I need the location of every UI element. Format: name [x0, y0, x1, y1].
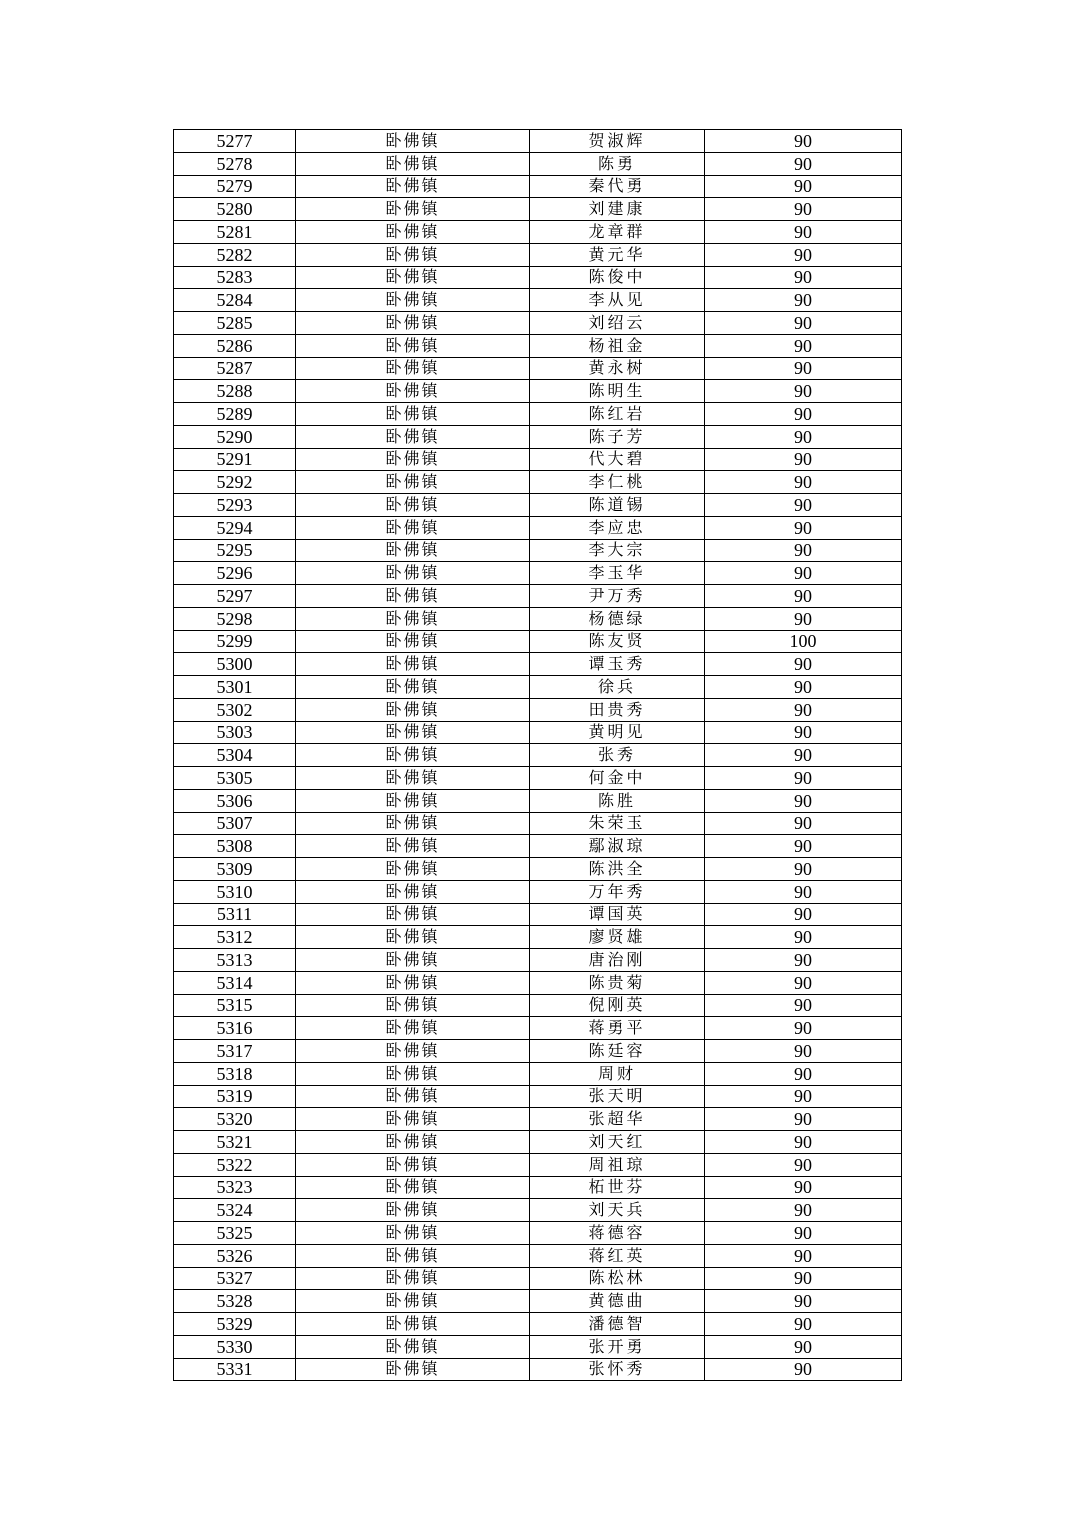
cell-person-name: 刘建康	[530, 198, 705, 221]
cell-town: 卧佛镇	[296, 221, 530, 244]
table-row	[174, 334, 902, 357]
table-row	[174, 630, 902, 653]
table-row	[174, 266, 902, 289]
cell-amount: 90	[705, 1062, 902, 1085]
cell-amount: 90	[705, 266, 902, 289]
table-row	[174, 835, 902, 858]
cell-person-name: 谭国英	[530, 903, 705, 926]
cell-town: 卧佛镇	[296, 926, 530, 949]
cell-serial-number: 5310	[174, 880, 296, 903]
table-row	[174, 812, 902, 835]
cell-town: 卧佛镇	[296, 653, 530, 676]
cell-town: 卧佛镇	[296, 403, 530, 426]
cell-town: 卧佛镇	[296, 1244, 530, 1267]
table-row	[174, 1199, 902, 1222]
cell-amount: 90	[705, 949, 902, 972]
cell-amount: 90	[705, 380, 902, 403]
cell-town: 卧佛镇	[296, 1108, 530, 1131]
cell-town: 卧佛镇	[296, 1199, 530, 1222]
cell-person-name: 李从见	[530, 289, 705, 312]
table-row	[174, 471, 902, 494]
cell-serial-number: 5303	[174, 721, 296, 744]
table-row	[174, 926, 902, 949]
cell-amount: 90	[705, 971, 902, 994]
table-row	[174, 1062, 902, 1085]
cell-town: 卧佛镇	[296, 175, 530, 198]
cell-person-name: 蒋红英	[530, 1244, 705, 1267]
cell-serial-number: 5302	[174, 698, 296, 721]
cell-town: 卧佛镇	[296, 812, 530, 835]
cell-person-name: 刘天兵	[530, 1199, 705, 1222]
table-row	[174, 1290, 902, 1313]
cell-amount: 90	[705, 653, 902, 676]
cell-serial-number: 5294	[174, 516, 296, 539]
cell-town: 卧佛镇	[296, 767, 530, 790]
cell-person-name: 廖贤雄	[530, 926, 705, 949]
cell-amount: 90	[705, 1040, 902, 1063]
cell-town: 卧佛镇	[296, 971, 530, 994]
cell-amount: 90	[705, 767, 902, 790]
cell-amount: 90	[705, 926, 902, 949]
cell-person-name: 刘绍云	[530, 312, 705, 335]
cell-amount: 90	[705, 448, 902, 471]
cell-serial-number: 5299	[174, 630, 296, 653]
cell-person-name: 陈红岩	[530, 403, 705, 426]
cell-town: 卧佛镇	[296, 721, 530, 744]
cell-amount: 90	[705, 1290, 902, 1313]
table-row	[174, 767, 902, 790]
cell-town: 卧佛镇	[296, 789, 530, 812]
table-row	[174, 607, 902, 630]
table-row	[174, 1040, 902, 1063]
cell-person-name: 万年秀	[530, 880, 705, 903]
cell-person-name: 李应忠	[530, 516, 705, 539]
table-row	[174, 1085, 902, 1108]
table-row	[174, 880, 902, 903]
cell-person-name: 倪刚英	[530, 994, 705, 1017]
cell-amount: 90	[705, 835, 902, 858]
cell-amount: 90	[705, 607, 902, 630]
cell-amount: 90	[705, 175, 902, 198]
table-row	[174, 1244, 902, 1267]
cell-town: 卧佛镇	[296, 130, 530, 153]
table-row	[174, 1153, 902, 1176]
cell-amount: 90	[705, 744, 902, 767]
cell-amount: 90	[705, 494, 902, 517]
cell-serial-number: 5324	[174, 1199, 296, 1222]
cell-serial-number: 5304	[174, 744, 296, 767]
table-row	[174, 539, 902, 562]
cell-town: 卧佛镇	[296, 630, 530, 653]
cell-person-name: 贺淑辉	[530, 130, 705, 153]
cell-amount: 90	[705, 676, 902, 699]
cell-serial-number: 5314	[174, 971, 296, 994]
cell-person-name: 张怀秀	[530, 1358, 705, 1381]
table-row	[174, 312, 902, 335]
table-row	[174, 698, 902, 721]
cell-amount: 90	[705, 198, 902, 221]
table-row	[174, 425, 902, 448]
cell-town: 卧佛镇	[296, 1358, 530, 1381]
table-row	[174, 448, 902, 471]
cell-town: 卧佛镇	[296, 266, 530, 289]
cell-amount: 90	[705, 471, 902, 494]
cell-serial-number: 5285	[174, 312, 296, 335]
cell-serial-number: 5279	[174, 175, 296, 198]
cell-person-name: 李大宗	[530, 539, 705, 562]
table-row	[174, 357, 902, 380]
cell-serial-number: 5297	[174, 585, 296, 608]
cell-person-name: 陈俊中	[530, 266, 705, 289]
cell-serial-number: 5295	[174, 539, 296, 562]
cell-amount: 90	[705, 1085, 902, 1108]
cell-amount: 90	[705, 1222, 902, 1245]
table-row	[174, 1222, 902, 1245]
cell-person-name: 柘世芬	[530, 1176, 705, 1199]
cell-serial-number: 5280	[174, 198, 296, 221]
cell-town: 卧佛镇	[296, 425, 530, 448]
table-row	[174, 676, 902, 699]
cell-amount: 90	[705, 152, 902, 175]
cell-person-name: 朱荣玉	[530, 812, 705, 835]
roster-table-body	[174, 130, 902, 1381]
cell-town: 卧佛镇	[296, 494, 530, 517]
cell-serial-number: 5278	[174, 152, 296, 175]
cell-serial-number: 5300	[174, 653, 296, 676]
cell-serial-number: 5317	[174, 1040, 296, 1063]
table-row	[174, 1335, 902, 1358]
cell-person-name: 陈道锡	[530, 494, 705, 517]
cell-person-name: 黄永树	[530, 357, 705, 380]
cell-amount: 90	[705, 1153, 902, 1176]
table-row	[174, 1108, 902, 1131]
cell-amount: 90	[705, 1358, 902, 1381]
cell-serial-number: 5296	[174, 562, 296, 585]
cell-serial-number: 5326	[174, 1244, 296, 1267]
cell-amount: 90	[705, 334, 902, 357]
cell-town: 卧佛镇	[296, 516, 530, 539]
cell-town: 卧佛镇	[296, 744, 530, 767]
cell-serial-number: 5292	[174, 471, 296, 494]
cell-town: 卧佛镇	[296, 1176, 530, 1199]
cell-town: 卧佛镇	[296, 903, 530, 926]
table-row	[174, 971, 902, 994]
cell-amount: 90	[705, 1176, 902, 1199]
cell-serial-number: 5284	[174, 289, 296, 312]
cell-serial-number: 5328	[174, 1290, 296, 1313]
cell-town: 卧佛镇	[296, 198, 530, 221]
cell-person-name: 鄢淑琼	[530, 835, 705, 858]
cell-amount: 90	[705, 221, 902, 244]
cell-serial-number: 5318	[174, 1062, 296, 1085]
cell-serial-number: 5316	[174, 1017, 296, 1040]
cell-amount: 90	[705, 289, 902, 312]
table-row	[174, 721, 902, 744]
cell-serial-number: 5321	[174, 1131, 296, 1154]
cell-town: 卧佛镇	[296, 1335, 530, 1358]
cell-serial-number: 5311	[174, 903, 296, 926]
cell-town: 卧佛镇	[296, 858, 530, 881]
cell-person-name: 谭玉秀	[530, 653, 705, 676]
cell-town: 卧佛镇	[296, 835, 530, 858]
cell-serial-number: 5290	[174, 425, 296, 448]
cell-person-name: 田贵秀	[530, 698, 705, 721]
cell-amount: 90	[705, 562, 902, 585]
table-row	[174, 562, 902, 585]
cell-person-name: 张天明	[530, 1085, 705, 1108]
cell-amount: 90	[705, 698, 902, 721]
table-row	[174, 994, 902, 1017]
cell-person-name: 潘德智	[530, 1313, 705, 1336]
cell-serial-number: 5283	[174, 266, 296, 289]
cell-amount: 90	[705, 1108, 902, 1131]
cell-amount: 90	[705, 858, 902, 881]
cell-amount: 90	[705, 357, 902, 380]
table-row	[174, 198, 902, 221]
cell-amount: 100	[705, 630, 902, 653]
cell-serial-number: 5323	[174, 1176, 296, 1199]
cell-person-name: 杨德绿	[530, 607, 705, 630]
table-row	[174, 1358, 902, 1381]
cell-person-name: 周财	[530, 1062, 705, 1085]
cell-amount: 90	[705, 1335, 902, 1358]
cell-amount: 90	[705, 1244, 902, 1267]
cell-serial-number: 5325	[174, 1222, 296, 1245]
table-row	[174, 789, 902, 812]
cell-serial-number: 5307	[174, 812, 296, 835]
cell-serial-number: 5327	[174, 1267, 296, 1290]
cell-amount: 90	[705, 721, 902, 744]
table-row	[174, 403, 902, 426]
cell-amount: 90	[705, 539, 902, 562]
cell-town: 卧佛镇	[296, 676, 530, 699]
cell-town: 卧佛镇	[296, 1267, 530, 1290]
table-row	[174, 221, 902, 244]
table-row	[174, 130, 902, 153]
roster-table	[173, 129, 902, 1381]
cell-amount: 90	[705, 880, 902, 903]
cell-serial-number: 5281	[174, 221, 296, 244]
cell-serial-number: 5308	[174, 835, 296, 858]
cell-town: 卧佛镇	[296, 607, 530, 630]
cell-town: 卧佛镇	[296, 1131, 530, 1154]
cell-town: 卧佛镇	[296, 949, 530, 972]
cell-amount: 90	[705, 994, 902, 1017]
cell-person-name: 周祖琼	[530, 1153, 705, 1176]
cell-person-name: 黄明见	[530, 721, 705, 744]
cell-amount: 90	[705, 585, 902, 608]
cell-town: 卧佛镇	[296, 1017, 530, 1040]
cell-amount: 90	[705, 903, 902, 926]
cell-serial-number: 5298	[174, 607, 296, 630]
cell-town: 卧佛镇	[296, 539, 530, 562]
cell-amount: 90	[705, 1313, 902, 1336]
table-row	[174, 152, 902, 175]
cell-serial-number: 5289	[174, 403, 296, 426]
cell-serial-number: 5329	[174, 1313, 296, 1336]
cell-amount: 90	[705, 1199, 902, 1222]
cell-person-name: 陈明生	[530, 380, 705, 403]
cell-serial-number: 5301	[174, 676, 296, 699]
table-row	[174, 653, 902, 676]
cell-person-name: 何金中	[530, 767, 705, 790]
cell-amount: 90	[705, 243, 902, 266]
cell-town: 卧佛镇	[296, 471, 530, 494]
cell-serial-number: 5322	[174, 1153, 296, 1176]
cell-serial-number: 5287	[174, 357, 296, 380]
cell-town: 卧佛镇	[296, 1313, 530, 1336]
cell-person-name: 龙章群	[530, 221, 705, 244]
cell-serial-number: 5313	[174, 949, 296, 972]
cell-serial-number: 5293	[174, 494, 296, 517]
cell-person-name: 陈松林	[530, 1267, 705, 1290]
cell-serial-number: 5331	[174, 1358, 296, 1381]
cell-town: 卧佛镇	[296, 562, 530, 585]
cell-person-name: 陈子芳	[530, 425, 705, 448]
cell-serial-number: 5306	[174, 789, 296, 812]
cell-town: 卧佛镇	[296, 585, 530, 608]
cell-serial-number: 5288	[174, 380, 296, 403]
cell-person-name: 张秀	[530, 744, 705, 767]
cell-serial-number: 5330	[174, 1335, 296, 1358]
table-row	[174, 1313, 902, 1336]
cell-town: 卧佛镇	[296, 380, 530, 403]
cell-serial-number: 5282	[174, 243, 296, 266]
table-row	[174, 175, 902, 198]
cell-serial-number: 5320	[174, 1108, 296, 1131]
table-row	[174, 744, 902, 767]
cell-town: 卧佛镇	[296, 1222, 530, 1245]
cell-amount: 90	[705, 425, 902, 448]
cell-town: 卧佛镇	[296, 334, 530, 357]
cell-person-name: 唐治刚	[530, 949, 705, 972]
table-row	[174, 1017, 902, 1040]
cell-serial-number: 5309	[174, 858, 296, 881]
cell-amount: 90	[705, 1017, 902, 1040]
table-row	[174, 243, 902, 266]
cell-amount: 90	[705, 312, 902, 335]
cell-amount: 90	[705, 812, 902, 835]
cell-person-name: 张超华	[530, 1108, 705, 1131]
cell-town: 卧佛镇	[296, 698, 530, 721]
table-row	[174, 949, 902, 972]
table-row	[174, 585, 902, 608]
cell-amount: 90	[705, 1131, 902, 1154]
cell-town: 卧佛镇	[296, 1062, 530, 1085]
table-row	[174, 380, 902, 403]
cell-amount: 90	[705, 516, 902, 539]
table-row	[174, 1267, 902, 1290]
cell-person-name: 代大碧	[530, 448, 705, 471]
cell-person-name: 蒋勇平	[530, 1017, 705, 1040]
table-row	[174, 1176, 902, 1199]
cell-person-name: 张开勇	[530, 1335, 705, 1358]
cell-person-name: 陈贵菊	[530, 971, 705, 994]
cell-serial-number: 5315	[174, 994, 296, 1017]
cell-town: 卧佛镇	[296, 243, 530, 266]
table-row	[174, 1131, 902, 1154]
cell-person-name: 陈胜	[530, 789, 705, 812]
table-row	[174, 516, 902, 539]
cell-person-name: 尹万秀	[530, 585, 705, 608]
cell-serial-number: 5305	[174, 767, 296, 790]
cell-person-name: 李玉华	[530, 562, 705, 585]
cell-person-name: 陈友贤	[530, 630, 705, 653]
cell-amount: 90	[705, 403, 902, 426]
cell-serial-number: 5319	[174, 1085, 296, 1108]
cell-person-name: 黄德曲	[530, 1290, 705, 1313]
cell-town: 卧佛镇	[296, 1290, 530, 1313]
table-row	[174, 903, 902, 926]
cell-town: 卧佛镇	[296, 1153, 530, 1176]
table-row	[174, 289, 902, 312]
cell-person-name: 陈洪全	[530, 858, 705, 881]
cell-person-name: 秦代勇	[530, 175, 705, 198]
cell-town: 卧佛镇	[296, 357, 530, 380]
cell-person-name: 杨祖金	[530, 334, 705, 357]
cell-amount: 90	[705, 1267, 902, 1290]
cell-serial-number: 5312	[174, 926, 296, 949]
cell-town: 卧佛镇	[296, 152, 530, 175]
cell-amount: 90	[705, 130, 902, 153]
cell-serial-number: 5286	[174, 334, 296, 357]
cell-amount: 90	[705, 789, 902, 812]
cell-town: 卧佛镇	[296, 448, 530, 471]
cell-town: 卧佛镇	[296, 1040, 530, 1063]
table-row	[174, 494, 902, 517]
cell-person-name: 陈廷容	[530, 1040, 705, 1063]
table-row	[174, 858, 902, 881]
cell-town: 卧佛镇	[296, 1085, 530, 1108]
cell-serial-number: 5291	[174, 448, 296, 471]
cell-person-name: 徐兵	[530, 676, 705, 699]
cell-person-name: 李仁桃	[530, 471, 705, 494]
cell-person-name: 蒋德容	[530, 1222, 705, 1245]
cell-person-name: 黄元华	[530, 243, 705, 266]
cell-person-name: 陈勇	[530, 152, 705, 175]
cell-serial-number: 5277	[174, 130, 296, 153]
cell-town: 卧佛镇	[296, 994, 530, 1017]
cell-town: 卧佛镇	[296, 289, 530, 312]
cell-town: 卧佛镇	[296, 312, 530, 335]
cell-person-name: 刘天红	[530, 1131, 705, 1154]
cell-town: 卧佛镇	[296, 880, 530, 903]
